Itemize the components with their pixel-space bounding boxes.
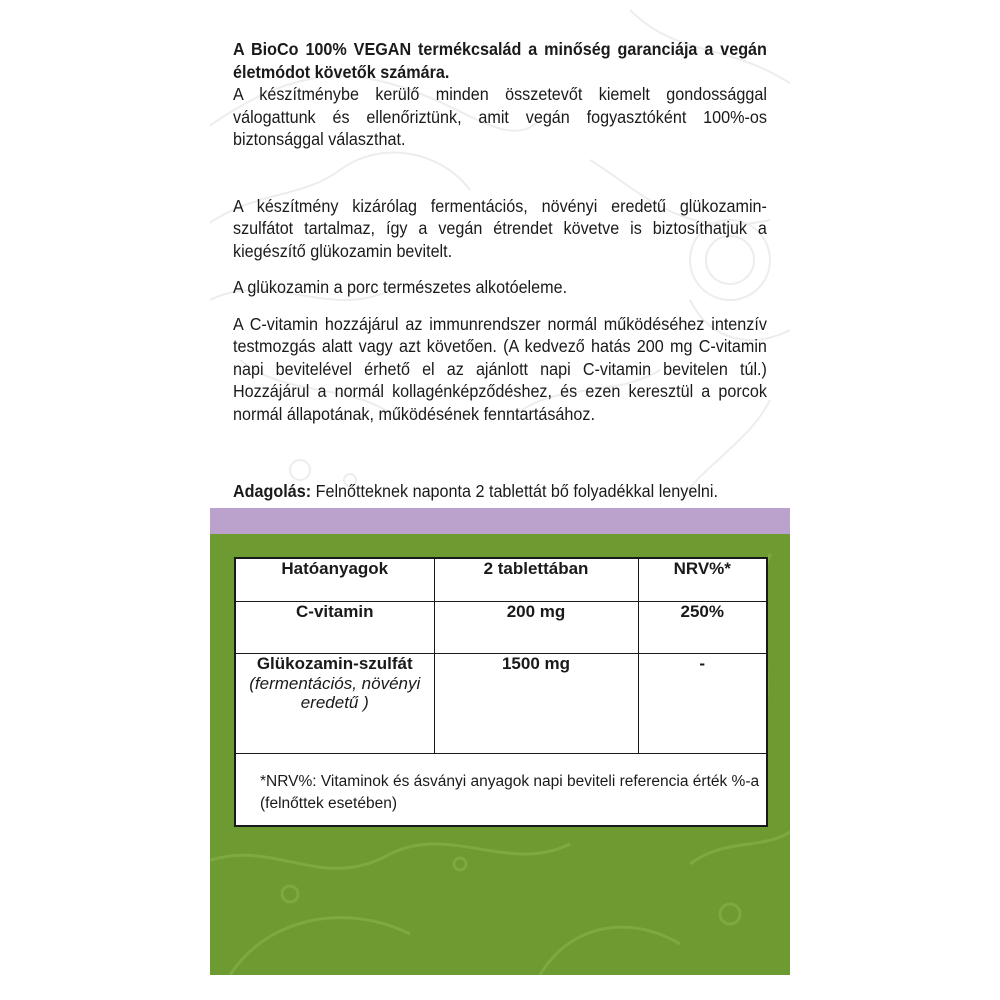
green-panel xyxy=(210,534,790,975)
ingredient-origin-note: (fermentációs, növényi eredetű ) xyxy=(249,674,421,712)
intro-paragraph-4: A C-vitamin hozzájárul az immunrendszer normál működéséhez intenzív testmozgás alatt vagy azt követően. (A kedvező hatás 200 mg C-vitamin napi bevitelével érhető el az ajánlott napi C-vitamin bevitelen túl.) Hozzájárul a normál kollagénképződéshez, és ezen keresztül a porcok normál állapotának, működésének fenntartásához. xyxy=(233,313,767,424)
nutrition-table-box xyxy=(234,557,768,827)
nutrition-table xyxy=(236,559,766,754)
table-header-row xyxy=(236,559,766,602)
dosage-line xyxy=(233,480,718,502)
header-per-2-tablets: 2 tablettában xyxy=(434,559,638,602)
intro-paragraph-3: A glükozamin a porc természetes alkotóeleme. xyxy=(233,277,568,297)
ingredient-amount: 1500 mg xyxy=(434,654,638,754)
ingredient-name: Glükozamin-szulfát xyxy=(256,654,413,673)
table-row xyxy=(236,654,766,754)
dosage-label: Adagolás: xyxy=(233,481,312,501)
intro-paragraph-1: A készítménybe kerülő minden összetevőt kiemelt gondossággal válogattunk és ellenőriztünk, amit vegán fogyasztóként 100%-os biztonsággal választhat. xyxy=(233,84,767,149)
intro-paragraph-2: A készítmény kizárólag fermentációs, növényi eredetű glükozamin-szulfátot tartalmaz, így a vegán étrendet követve is biztosíthatjuk a kiegészítő glükozamin bevitelt. xyxy=(233,195,767,261)
description-text xyxy=(233,38,767,425)
header-nrv: NRV%* xyxy=(638,559,766,602)
dosage-text: Felnőtteknek naponta 2 tablettát bő folyadékkal lenyelni. xyxy=(311,481,718,501)
nrv-footnote: *NRV%: Vitaminok és ásványi anyagok napi beviteli referencia érték %-a (felnőttek esetében) xyxy=(260,773,760,812)
intro-heading: A BioCo 100% VEGAN termékcsalád a minőség garanciája a vegán életmódot követők számára. xyxy=(233,39,767,82)
ingredient-amount: 200 mg xyxy=(434,602,638,654)
ingredient-nrv: 250% xyxy=(638,602,766,654)
ingredient-cell xyxy=(236,654,434,754)
ingredient-nrv: - xyxy=(638,654,766,754)
ingredient-name: C-vitamin xyxy=(236,602,434,654)
lilac-band xyxy=(210,508,790,534)
header-active-ingredients: Hatóanyagok xyxy=(236,559,434,602)
table-row xyxy=(236,602,766,654)
product-label-panel xyxy=(210,0,790,975)
